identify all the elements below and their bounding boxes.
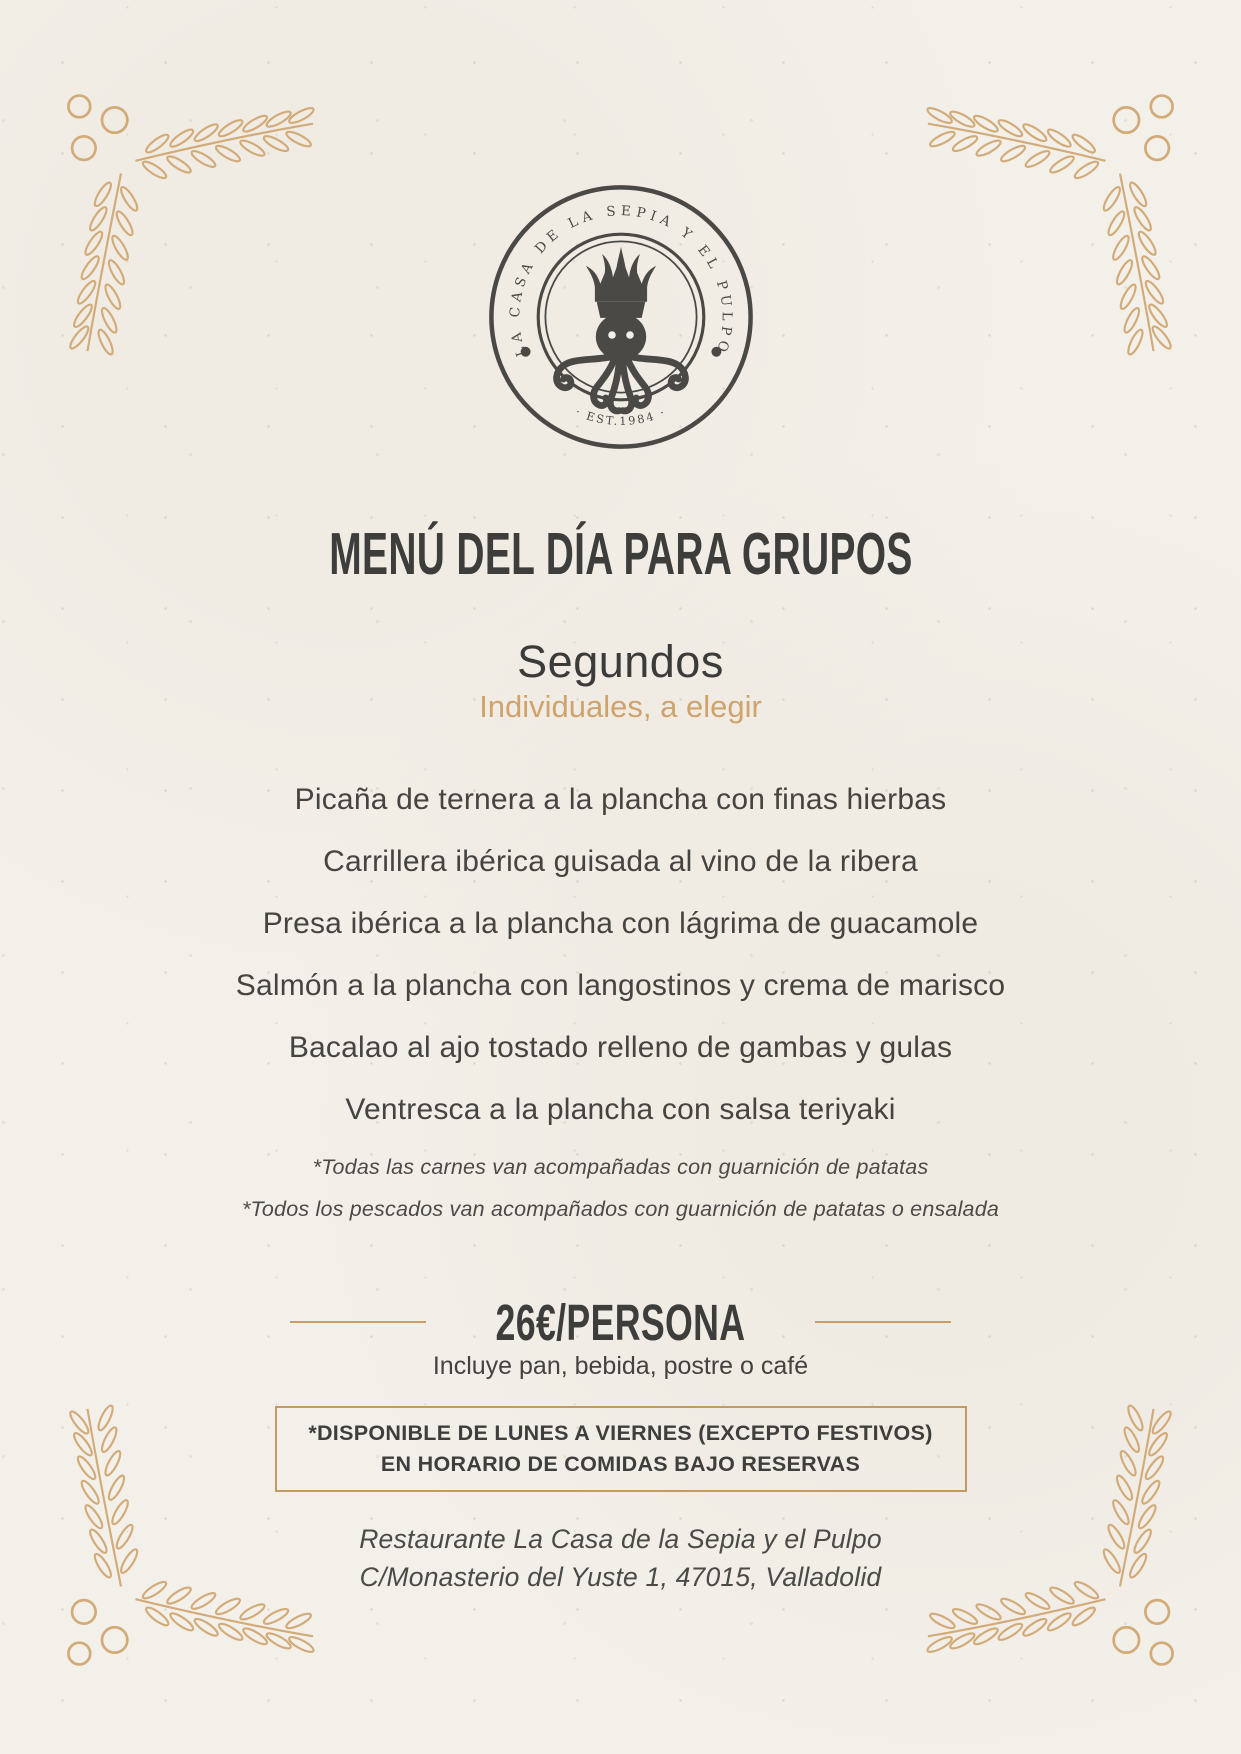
availability-line2: EN HORARIO DE COMIDAS BAJO RESERVAS	[380, 1452, 861, 1476]
dish-item: Presa ibérica a la plancha con lágrima de guacamole	[262, 907, 979, 940]
price-left-rule	[290, 1321, 426, 1323]
price-right-rule	[815, 1321, 951, 1323]
availability-box	[275, 1406, 967, 1492]
price-includes: Incluye pan, bebida, postre o café	[432, 1352, 809, 1380]
note-meats: *Todas las carnes van acompañadas con guarnición de patatas	[312, 1155, 929, 1179]
restaurant-name: Restaurante La Casa de la Sepia y el Pulpo	[359, 1524, 882, 1554]
note-fish: *Todos los pescados van acompañados con guarnición de patatas o ensalada	[241, 1197, 1000, 1221]
dish-item: Picaña de ternera a la plancha con finas hierbas	[294, 783, 947, 816]
price-row	[0, 1291, 1241, 1353]
price-per-person: 26€/PERSONA	[495, 1293, 746, 1351]
dish-item: Salmón a la plancha con langostinos y crema de marisco	[235, 969, 1006, 1002]
footer-address	[0, 1520, 1241, 1596]
laurel-corner-top-right-icon	[917, 72, 1207, 362]
section-subheading: Individuales, a elegir	[479, 689, 762, 724]
availability-line1: *DISPONIBLE DE LUNES A VIERNES (EXCEPTO FESTIVOS)	[308, 1421, 933, 1445]
menu-notes	[0, 1146, 1241, 1230]
dish-list	[0, 769, 1241, 1141]
page-title	[0, 521, 1241, 600]
section-heading: Segundos	[517, 636, 724, 687]
laurel-corner-top-left-icon	[34, 72, 324, 362]
stamp-arc-text: LA CASA DE LA SEPIA Y EL PULPO	[506, 203, 735, 359]
dish-item: Bacalao al ajo tostado relleno de gambas y gulas	[288, 1031, 953, 1064]
stamp-est-text: · EST.1984 ·	[572, 405, 669, 429]
restaurant-street: C/Monasterio del Yuste 1, 47015, Valladolid	[359, 1562, 882, 1592]
page-title-text: MENÚ DEL DÍA PARA GRUPOS	[328, 521, 913, 587]
dish-item: Carrillera ibérica guisada al vino de la ribera	[323, 845, 918, 878]
dish-item: Ventresca a la plancha con salsa teriyaki	[345, 1093, 896, 1126]
restaurant-logo-stamp	[486, 182, 756, 452]
